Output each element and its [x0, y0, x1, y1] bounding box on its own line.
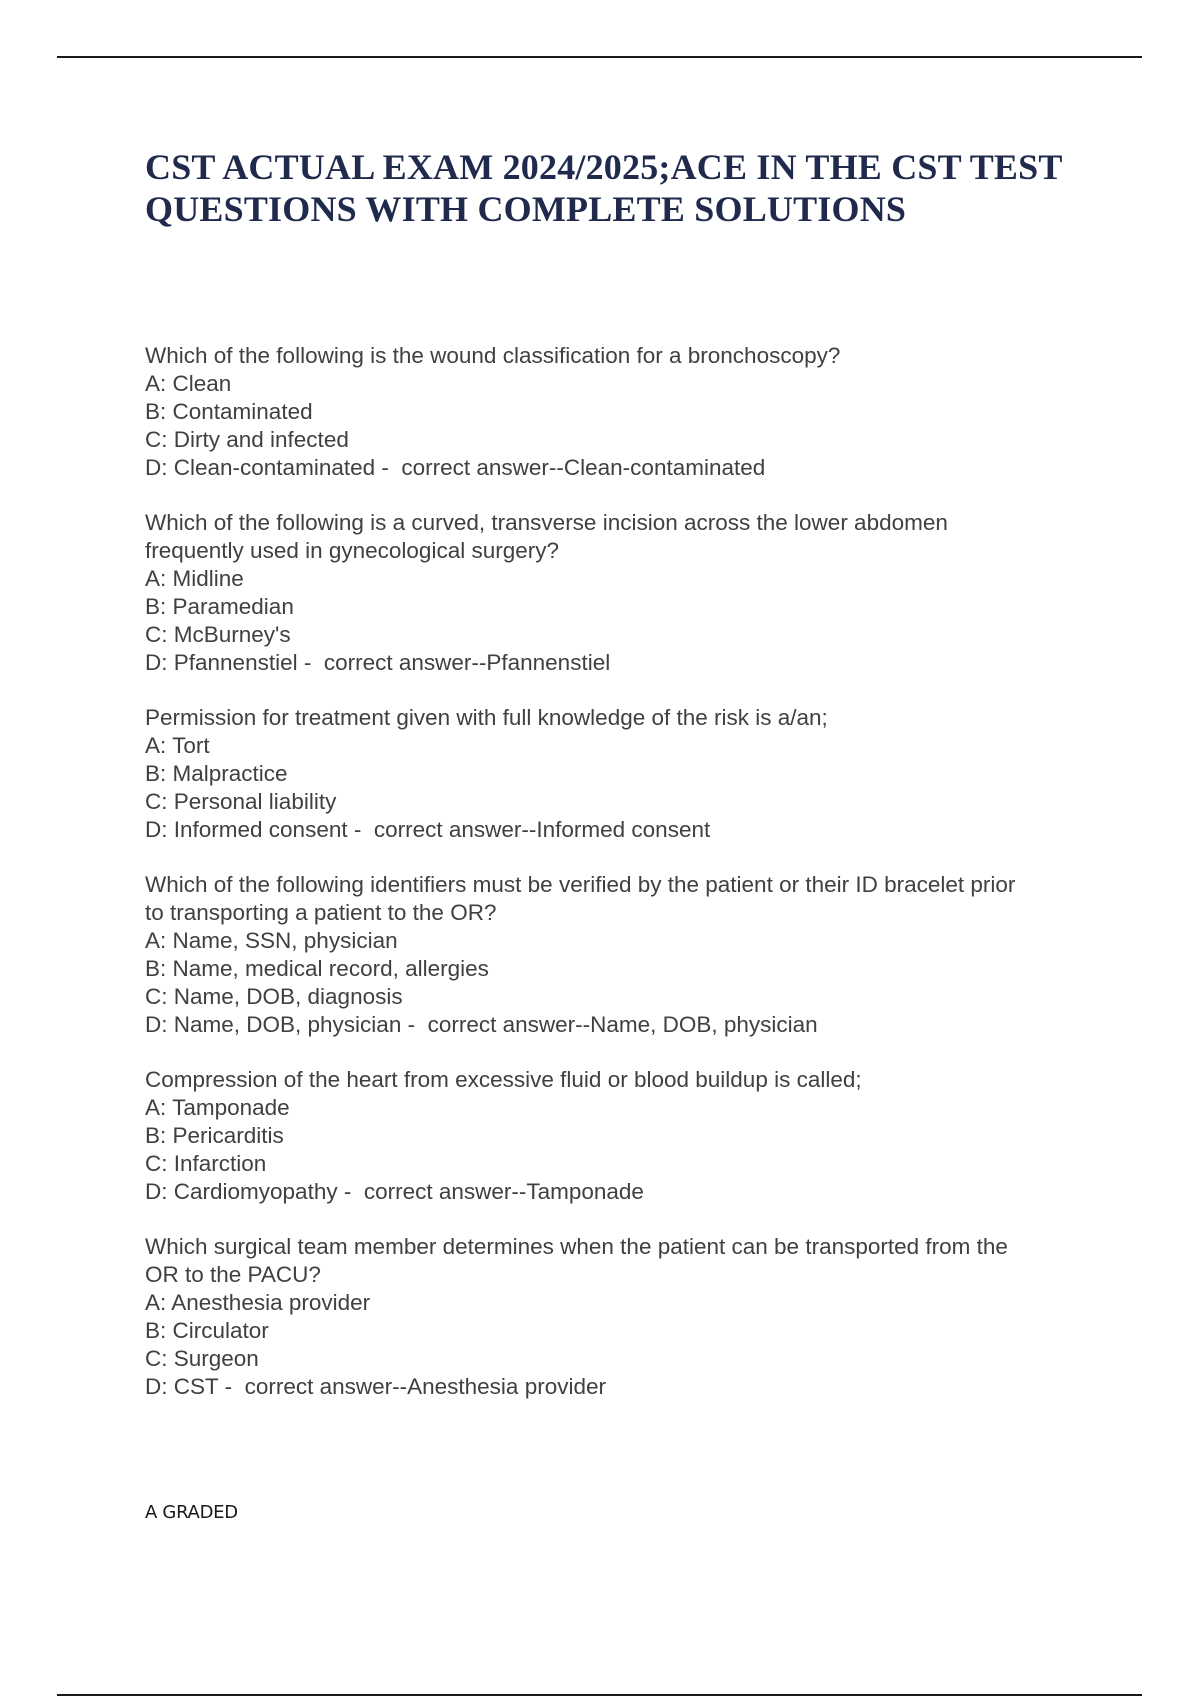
answer-option: A: Clean — [145, 371, 232, 396]
question-block — [145, 342, 1125, 482]
question-text: Which surgical team member determines when the patient can be transported from the — [145, 1234, 1008, 1259]
answer-option: C: Dirty and infected — [145, 427, 349, 452]
answer-option: C: Surgeon — [145, 1346, 259, 1371]
answer-option-with-solution: D: Cardiomyopathy - correct answer--Tamponade — [145, 1179, 644, 1204]
answer-option-with-solution: D: Pfannenstiel - correct answer--Pfannenstiel — [145, 650, 611, 675]
question-block — [145, 704, 1125, 844]
question-text: OR to the PACU? — [145, 1262, 321, 1287]
answer-option: B: Circulator — [145, 1318, 269, 1343]
answer-option: B: Malpractice — [145, 761, 288, 786]
answer-option: A: Tamponade — [145, 1095, 290, 1120]
question-list — [145, 342, 1125, 1428]
answer-option-with-solution: D: Informed consent - correct answer--Informed consent — [145, 817, 711, 842]
answer-option: B: Paramedian — [145, 594, 294, 619]
answer-option: A: Tort — [145, 733, 210, 758]
question-block — [145, 1233, 1125, 1401]
top-rule — [57, 56, 1142, 58]
answer-option: C: Personal liability — [145, 789, 337, 814]
answer-option: A: Midline — [145, 566, 244, 591]
question-block — [145, 871, 1125, 1039]
answer-option: B: Name, medical record, allergies — [145, 956, 489, 981]
question-text: frequently used in gynecological surgery? — [145, 538, 559, 563]
question-text: Permission for treatment given with full knowledge of the risk is a/an; — [145, 705, 828, 730]
answer-option: B: Pericarditis — [145, 1123, 284, 1148]
answer-option: A: Name, SSN, physician — [145, 928, 398, 953]
question-text: Which of the following identifiers must be verified by the patient or their ID bracelet prior — [145, 872, 1016, 897]
question-block — [145, 509, 1125, 677]
answer-option-with-solution: D: Name, DOB, physician - correct answer--Name, DOB, physician — [145, 1012, 818, 1037]
answer-option-with-solution: D: CST - correct answer--Anesthesia provider — [145, 1374, 606, 1399]
question-text: Compression of the heart from excessive fluid or blood buildup is called; — [145, 1067, 862, 1092]
question-block — [145, 1066, 1125, 1206]
answer-option: C: McBurney's — [145, 622, 291, 647]
question-text: to transporting a patient to the OR? — [145, 900, 497, 925]
answer-option: B: Contaminated — [145, 399, 313, 424]
bottom-rule — [57, 1694, 1142, 1696]
answer-option-with-solution: D: Clean-contaminated - correct answer--Clean-contaminated — [145, 455, 766, 480]
answer-option: C: Name, DOB, diagnosis — [145, 984, 403, 1009]
question-text: Which of the following is the wound classification for a bronchoscopy? — [145, 343, 841, 368]
answer-option: C: Infarction — [145, 1151, 267, 1176]
document-title: CST ACTUAL EXAM 2024/2025;ACE IN THE CST TEST QUESTIONS WITH COMPLETE SOLUTIONS — [145, 147, 1062, 229]
footer-note: A GRADED — [145, 1502, 238, 1523]
answer-option: A: Anesthesia provider — [145, 1290, 371, 1315]
question-text: Which of the following is a curved, transverse incision across the lower abdomen — [145, 510, 948, 535]
